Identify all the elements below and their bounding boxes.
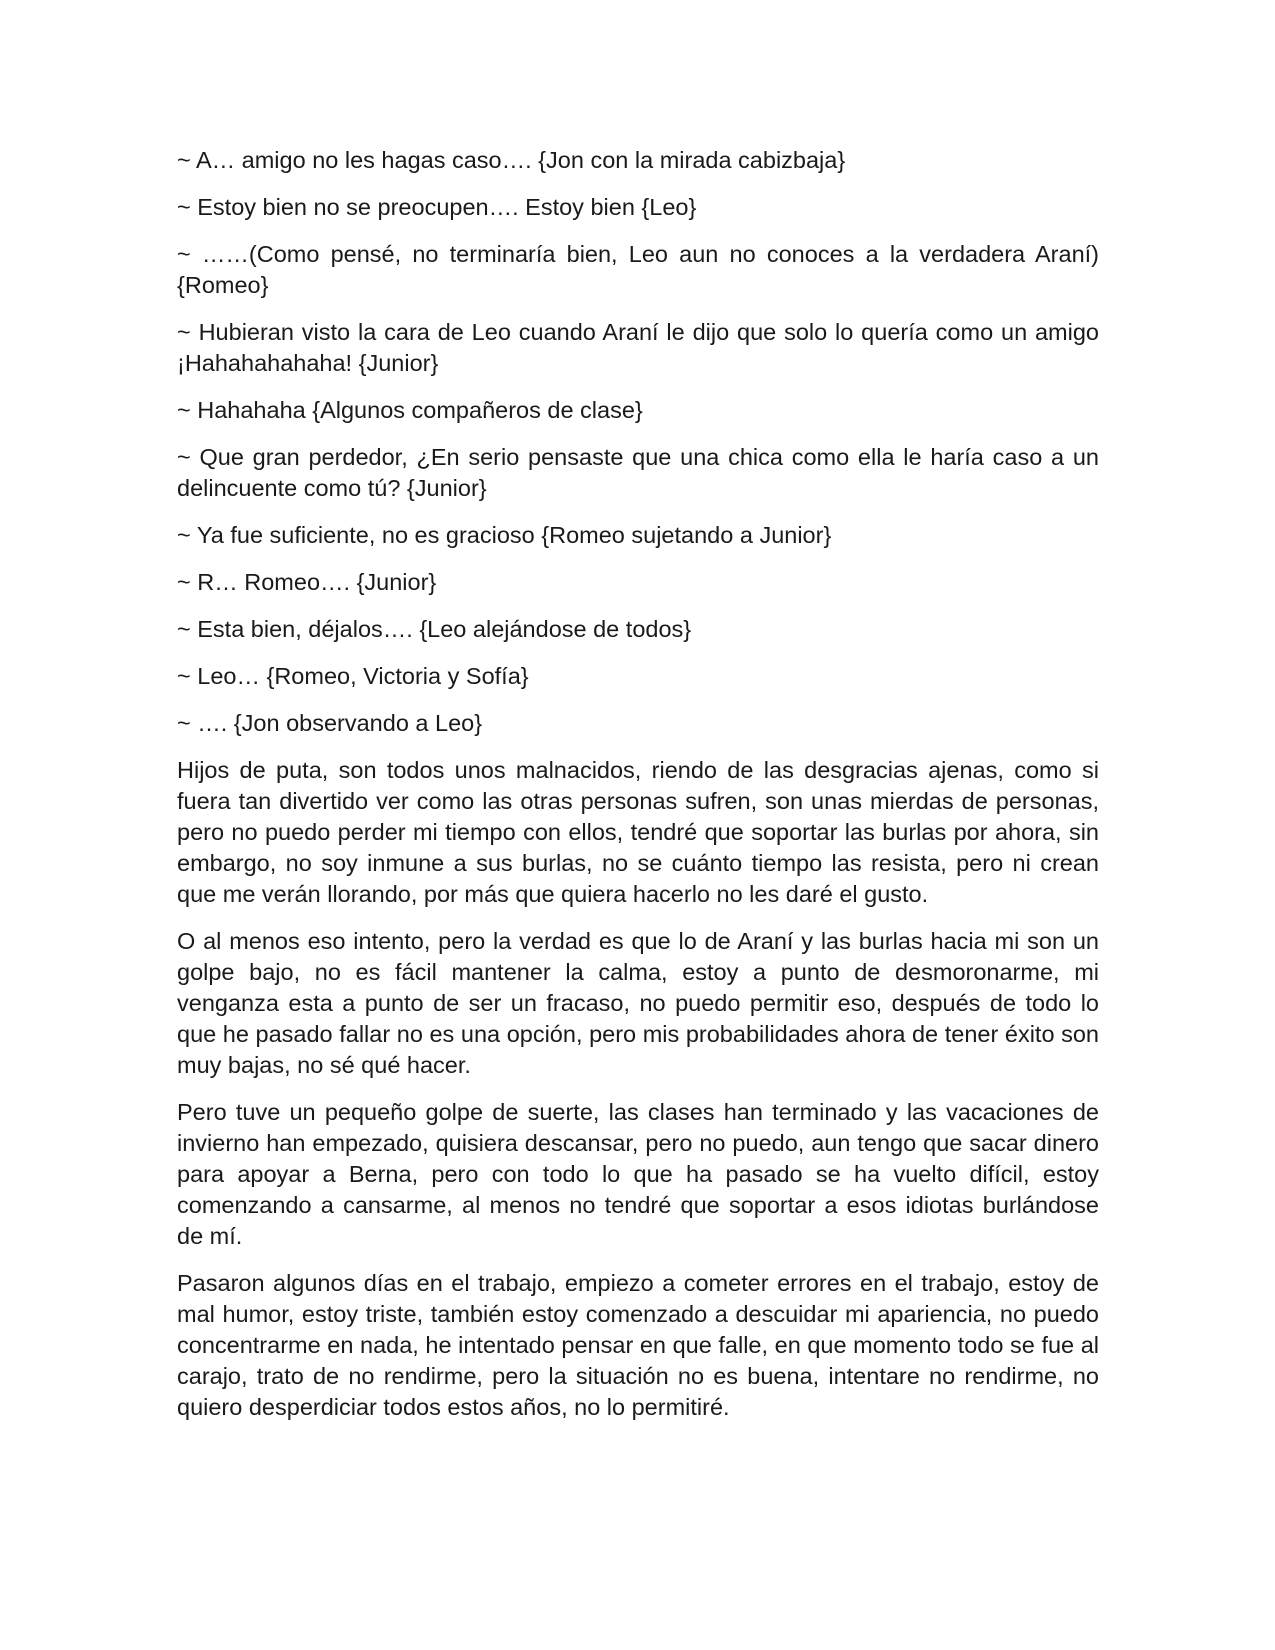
narrative-paragraph: Hijos de puta, son todos unos malnacidos, riendo de las desgracias ajenas, como si fuera tan divertido ver como las otras personas sufren, son unas mierdas de personas, pero no puedo perder mi tiempo con ellos, tendré que soportar las burlas por ahora, sin embargo, no soy inmune a sus burlas, no se cuánto tiempo las resista, pero ni crean que me verán llorando, por más que quiera hacerlo no les daré el gusto.	[177, 757, 1099, 907]
dialogue-line: ~ Leo… {Romeo, Victoria y Sofía}	[177, 663, 529, 689]
dialogue-line: ~ Hubieran visto la cara de Leo cuando Araní le dijo que solo lo quería como un amigo ¡Hahahahahaha! {Junior}	[177, 319, 1099, 376]
dialogue-line: ~ A… amigo no les hagas caso…. {Jon con la mirada cabizbaja}	[177, 147, 846, 173]
narrative-paragraph: Pero tuve un pequeño golpe de suerte, las clases han terminado y las vacaciones de invierno han empezado, quisiera descansar, pero no puedo, aun tengo que sacar dinero para apoyar a Berna, pero con todo lo que ha pasado se ha vuelto difícil, estoy comenzando a cansarme, al menos no tendré que soportar a esos idiotas burlándose de mí.	[177, 1099, 1099, 1249]
narrative-paragraph: Pasaron algunos días en el trabajo, empiezo a cometer errores en el trabajo, estoy de mal humor, estoy triste, también estoy comenzado a descuidar mi apariencia, no puedo concentrarme en nada, he intentado pensar en que falle, en que momento todo se fue al carajo, trato de no rendirme, pero la situación no es buena, intentare no rendirme, no quiero desperdiciar todos estos años, no lo permitiré.	[177, 1270, 1099, 1420]
dialogue-line: ~ Esta bien, déjalos…. {Leo alejándose de todos}	[177, 616, 692, 642]
dialogue-line: ~ …. {Jon observando a Leo}	[177, 710, 483, 736]
dialogue-line: ~ R… Romeo…. {Junior}	[177, 569, 437, 595]
dialogue-line: ~ Estoy bien no se preocupen…. Estoy bien {Leo}	[177, 194, 697, 220]
dialogue-line: ~ ……(Como pensé, no terminaría bien, Leo aun no conoces a la verdadera Araní) {Romeo}	[177, 241, 1099, 298]
page-body	[177, 145, 1099, 1439]
narrative-paragraph: O al menos eso intento, pero la verdad es que lo de Araní y las burlas hacia mi son un golpe bajo, no es fácil mantener la calma, estoy a punto de desmoronarme, mi venganza esta a punto de ser un fracaso, no puedo permitir eso, después de todo lo que he pasado fallar no es una opción, pero mis probabilidades ahora de tener éxito son muy bajas, no sé qué hacer.	[177, 928, 1099, 1078]
dialogue-line: ~ Que gran perdedor, ¿En serio pensaste que una chica como ella le haría caso a un delincuente como tú? {Junior}	[177, 444, 1099, 501]
dialogue-line: ~ Hahahaha {Algunos compañeros de clase}	[177, 397, 643, 423]
dialogue-line: ~ Ya fue suficiente, no es gracioso {Romeo sujetando a Junior}	[177, 522, 832, 548]
